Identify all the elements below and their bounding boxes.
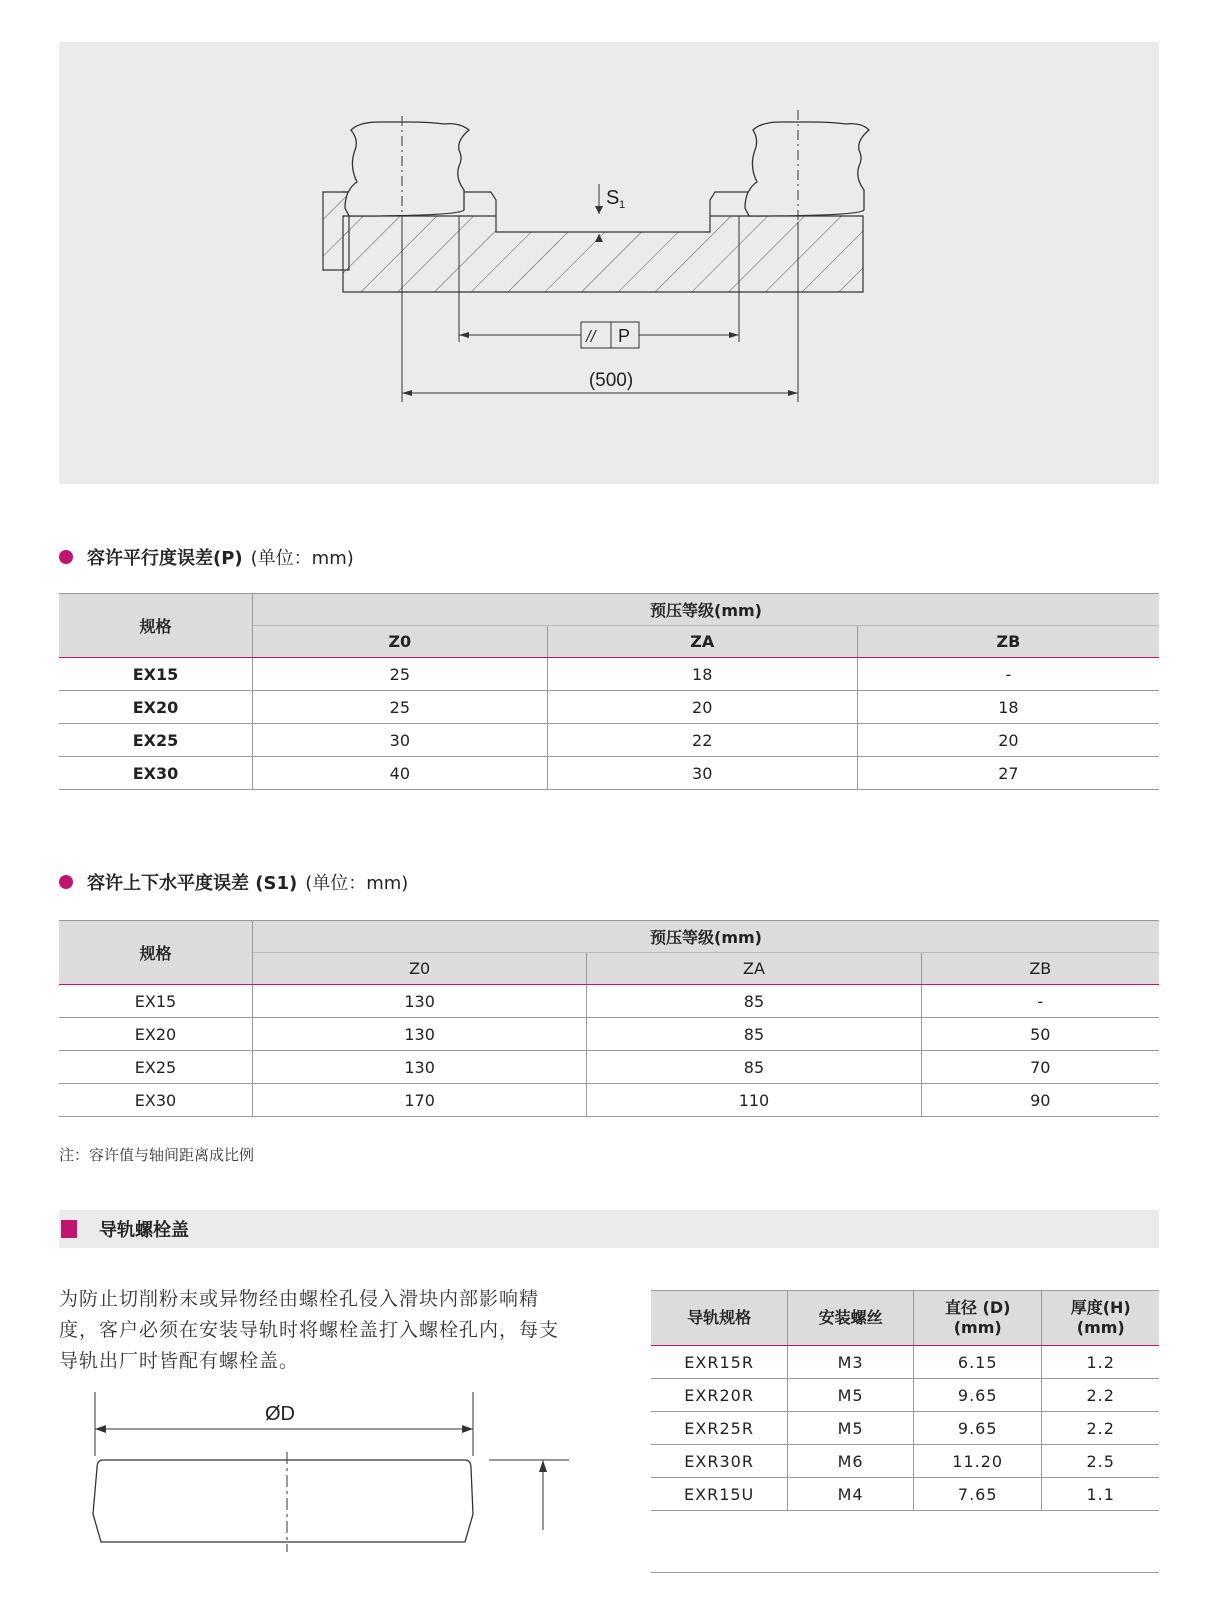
parallel-symbol: //	[586, 327, 596, 346]
header-diameter	[913, 1291, 1042, 1346]
row-spec: EX30	[59, 757, 253, 790]
bolt-cap-description: 为防止切削粉末或异物经由螺栓孔侵入滑块内部影响精度，客户必须在安装导轨时将螺栓盖打入螺栓孔内，每支导轨出厂时皆配有螺栓盖。	[59, 1288, 560, 1372]
row-screw: M5	[788, 1412, 914, 1445]
table-row	[59, 757, 1159, 790]
row-spec: EX30	[59, 1084, 253, 1117]
row-rail: EXR20R	[651, 1379, 788, 1412]
col-header-zb: ZB	[921, 953, 1159, 985]
level-table	[59, 920, 1159, 1117]
row-zb: 20	[857, 724, 1159, 757]
row-z0: 30	[253, 724, 548, 757]
rail-parallelism-figure	[59, 42, 1159, 484]
row-za: 85	[587, 985, 921, 1018]
row-za: 85	[587, 1018, 921, 1051]
row-spec: EX20	[59, 691, 253, 724]
base-plate	[343, 216, 863, 292]
section-end-divider	[651, 1572, 1159, 1573]
row-zb: 18	[857, 691, 1159, 724]
table-row	[59, 724, 1159, 757]
p-label: P	[618, 326, 631, 346]
square-bullet-icon	[61, 1220, 77, 1238]
table-row	[59, 985, 1159, 1018]
bullet-dot-icon	[59, 875, 73, 889]
s1-subscript: 1	[619, 199, 626, 211]
bullet-dot-icon	[59, 550, 73, 564]
row-thickness: 2.2	[1042, 1412, 1159, 1445]
row-z0: 130	[253, 1018, 587, 1051]
row-zb: 50	[921, 1018, 1159, 1051]
row-diameter: 7.65	[913, 1478, 1042, 1511]
row-spec: EX15	[59, 985, 253, 1018]
left-rail	[345, 122, 469, 216]
row-za: 110	[587, 1084, 921, 1117]
col-header-z0: Z0	[253, 626, 548, 658]
spec-header: 规格	[59, 594, 253, 658]
table-row	[651, 1412, 1159, 1445]
table-row	[651, 1346, 1159, 1379]
bolt-cap-drawing	[59, 1390, 579, 1560]
row-zb: 90	[921, 1084, 1159, 1117]
row-thickness: 2.2	[1042, 1379, 1159, 1412]
length-label: (500)	[588, 370, 634, 391]
row-za: 85	[587, 1051, 921, 1084]
group-header: 预压等级(mm)	[253, 921, 1160, 953]
section2-heading: 容许上下水平度误差 (S1)	[87, 873, 298, 894]
row-screw: M3	[788, 1346, 914, 1379]
table-row	[59, 1051, 1159, 1084]
col-header-za: ZA	[547, 626, 857, 658]
row-thickness: 1.2	[1042, 1346, 1159, 1379]
section1-unit: (单位：mm)	[250, 548, 354, 569]
row-zb: 27	[857, 757, 1159, 790]
table-row	[59, 691, 1159, 724]
row-diameter: 11.20	[913, 1445, 1042, 1478]
row-thickness: 2.5	[1042, 1445, 1159, 1478]
right-rail	[745, 122, 869, 216]
row-screw: M4	[788, 1478, 914, 1511]
row-z0: 25	[253, 658, 548, 691]
header-rail: 导轨规格	[651, 1291, 788, 1346]
row-diameter: 9.65	[913, 1412, 1042, 1445]
section3-title-bar	[59, 1210, 1159, 1248]
col-header-za: ZA	[587, 953, 921, 985]
section2-unit: (单位：mm)	[305, 873, 409, 894]
parallelism-table	[59, 593, 1159, 790]
section2-title	[59, 869, 408, 895]
table-row	[651, 1478, 1159, 1511]
s1-label: S	[606, 187, 620, 209]
row-zb: -	[857, 658, 1159, 691]
section1-heading: 容许平行度误差(P)	[87, 548, 243, 569]
row-rail: EXR30R	[651, 1445, 788, 1478]
row-z0: 130	[253, 1051, 587, 1084]
table-row	[651, 1379, 1159, 1412]
header-thickness	[1042, 1291, 1159, 1346]
row-screw: M5	[788, 1379, 914, 1412]
table-row	[59, 1084, 1159, 1117]
bolt-cap-body	[93, 1460, 473, 1542]
row-thickness: 1.1	[1042, 1478, 1159, 1511]
bolt-cap-table	[651, 1290, 1159, 1511]
row-spec: EX25	[59, 1051, 253, 1084]
col-header-z0: Z0	[253, 953, 587, 985]
row-rail: EXR15U	[651, 1478, 788, 1511]
row-rail: EXR15R	[651, 1346, 788, 1379]
row-zb: 70	[921, 1051, 1159, 1084]
row-z0: 40	[253, 757, 548, 790]
rail-cross-section-drawing	[59, 42, 1159, 484]
row-za: 20	[547, 691, 857, 724]
table-row	[651, 1445, 1159, 1478]
section1-title	[59, 544, 354, 570]
row-screw: M6	[788, 1445, 914, 1478]
table-row	[59, 1018, 1159, 1051]
spec-header: 规格	[59, 921, 253, 985]
row-z0: 170	[253, 1084, 587, 1117]
row-spec: EX25	[59, 724, 253, 757]
row-za: 22	[547, 724, 857, 757]
row-zb: -	[921, 985, 1159, 1018]
header-thickness-line2: (mm)	[1076, 1318, 1125, 1337]
row-spec: EX20	[59, 1018, 253, 1051]
table-row	[59, 658, 1159, 691]
header-thickness-line1: 厚度(H)	[1070, 1298, 1131, 1317]
section3-heading: 导轨螺栓盖	[99, 1220, 189, 1241]
row-spec: EX15	[59, 658, 253, 691]
row-z0: 130	[253, 985, 587, 1018]
row-rail: EXR25R	[651, 1412, 788, 1445]
row-z0: 25	[253, 691, 548, 724]
header-diameter-line2: (mm)	[953, 1318, 1002, 1337]
footnote: 注：容许值与轴间距离成比例	[59, 1146, 255, 1164]
header-screw: 安装螺丝	[788, 1291, 914, 1346]
row-diameter: 6.15	[913, 1346, 1042, 1379]
row-diameter: 9.65	[913, 1379, 1042, 1412]
diameter-label: ØD	[265, 1403, 295, 1425]
col-header-zb: ZB	[857, 626, 1159, 658]
row-za: 18	[547, 658, 857, 691]
header-diameter-line1: 直径 (D)	[944, 1298, 1011, 1317]
row-za: 30	[547, 757, 857, 790]
group-header: 预压等级(mm)	[253, 594, 1160, 626]
